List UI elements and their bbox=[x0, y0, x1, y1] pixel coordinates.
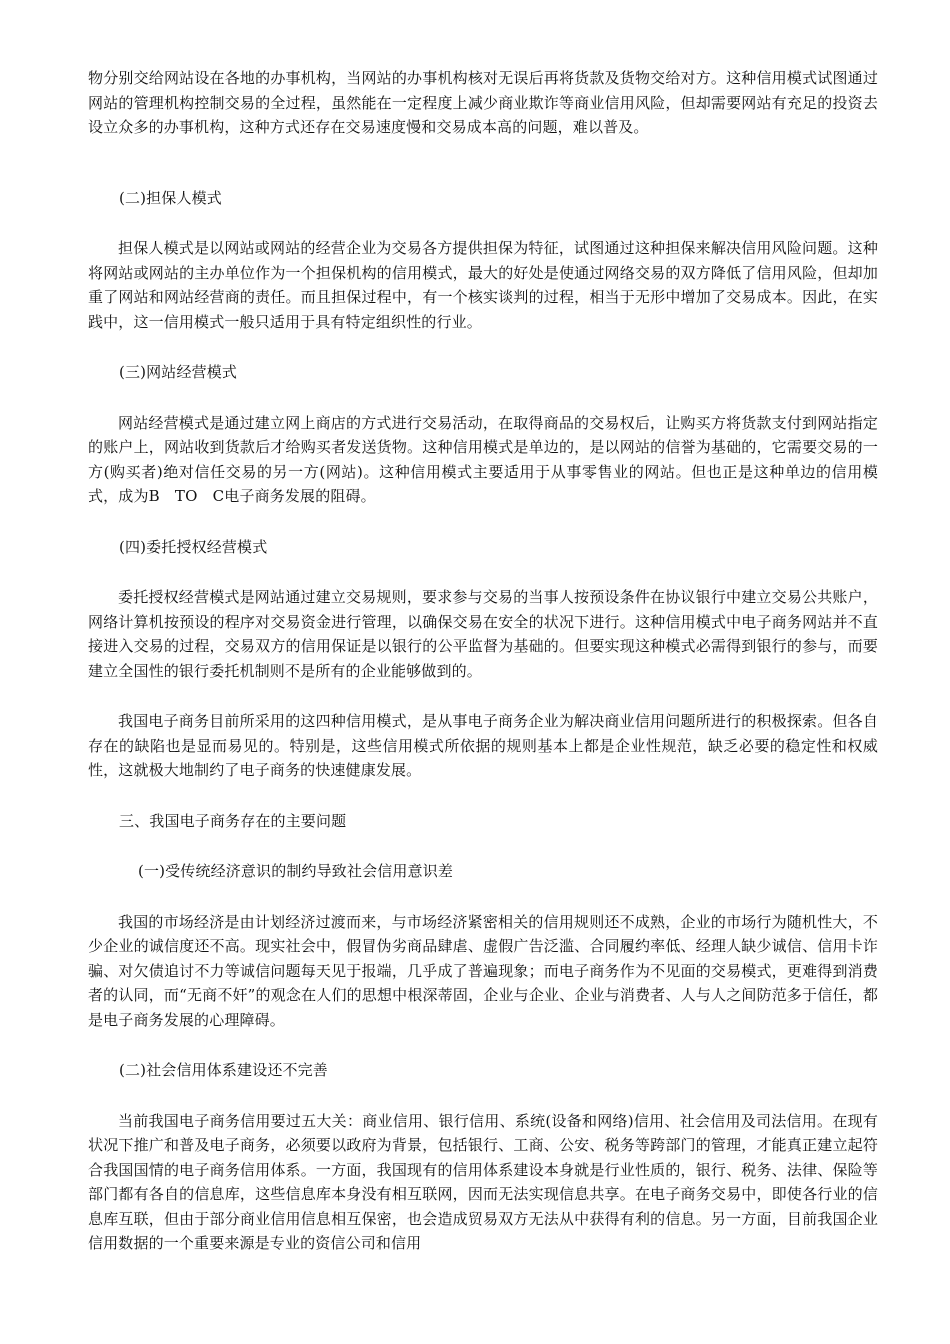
document-page bbox=[88, 66, 878, 1256]
section-heading: (二)社会信用体系建设还不完善 bbox=[119, 1061, 328, 1079]
chapter-heading: 三、我国电子商务存在的主要问题 bbox=[119, 811, 347, 830]
body-paragraph: 我国的市场经济是由计划经济过渡而来，与市场经济紧密相关的信用规则还不成熟，企业的市场行为随机性大，不少企业的诚信度还不高。现实社会中，假冒伪劣商品肆虐、虚假广告泛滥、合同履约率低、经理人缺少诚信、信用卡诈骗、对欠债追讨不力等诚信问题每天见于报端，几乎成了普遍现象；而电子商务作为不见面的交易模式，更难得到消费者的认同，而“无商不奸”的观念在人们的思想中根深蒂固，企业与企业、企业与消费者、人与人之间防范多于信任，都是电子商务发展的心理障碍。 bbox=[88, 912, 878, 1029]
body-paragraph: 我国电子商务目前所采用的这四种信用模式，是从事电子商务企业为解决商业信用问题所进行的积极探索。但各自存在的缺陷也是显而易见的。特别是，这些信用模式所依据的规则基本上都是企业性规范，缺乏必要的稳定性和权威性，这就极大地制约了电子商务的快速健康发展。 bbox=[88, 712, 878, 779]
section-heading: (一)受传统经济意识的制约导致社会信用意识差 bbox=[138, 862, 454, 880]
section-heading: (三)网站经营模式 bbox=[119, 363, 238, 381]
body-paragraph: 网站经营模式是通过建立网上商店的方式进行交易活动，在取得商品的交易权后，让购买方将货款支付到网站指定的账户上，网站收到货款后才给购买者发送货物。这种信用模式是单边的，是以网站的信誉为基础的，它需要交易的一方(购买者)绝对信任交易的另一方(网站)。这种信用模式主要适用于从事零售业的网站。但也正是这种单边的信用模式，成为B TO C电子商务发展的阻碍。 bbox=[88, 413, 878, 505]
body-paragraph: 担保人模式是以网站或网站的经营企业为交易各方提供担保为特征，试图通过这种担保来解决信用风险问题。这种将网站或网站的主办单位作为一个担保机构的信用模式，最大的好处是使通过网络交易的双方降低了信用风险，但却加重了网站和网站经营商的责任。而且担保过程中，有一个核实谈判的过程，相当于无形中增加了交易成本。因此，在实践中，这一信用模式一般只适用于具有特定组织性的行业。 bbox=[88, 239, 878, 331]
body-paragraph: 当前我国电子商务信用要过五大关：商业信用、银行信用、系统(设备和网络)信用、社会信用及司法信用。在现有状况下推广和普及电子商务，必须要以政府为背景，包括银行、工商、公安、税务等跨部门的管理，才能真正建立起符合我国国情的电子商务信用体系。一方面，我国现有的信用体系建设本身就是行业性质的，银行、税务、法律、保险等部门都有各自的信息库，这些信息库本身没有相互联网，因而无法实现信息共享。在电子商务交易中，即使各行业的信息库互联，但由于部分商业信用信息相互保密，也会造成贸易双方无法从中获得有利的信息。另一方面，目前我国企业信用数据的一个重要来源是专业的资信公司和信用 bbox=[88, 1111, 878, 1252]
section-heading: (四)委托授权经营模式 bbox=[119, 537, 268, 556]
section-heading: (二)担保人模式 bbox=[119, 188, 222, 207]
body-paragraph: 物分别交给网站设在各地的办事机构，当网站的办事机构核对无误后再将货款及货物交给对方。这种信用模式试图通过网站的管理机构控制交易的全过程，虽然能在一定程度上减少商业欺诈等商业信用风险，但却需要网站有充足的投资去设立众多的办事机构，这种方式还存在交易速度慢和交易成本高的问题，难以普及。 bbox=[88, 69, 878, 136]
body-paragraph: 委托授权经营模式是网站通过建立交易规则，要求参与交易的当事人按预设条件在协议银行中建立交易公共账户，网络计算机按预设的程序对交易资金进行管理，以确保交易在安全的状况下进行。这种信用模式中电子商务网站并不直接进入交易的过程，交易双方的信用保证是以银行的公平监督为基础的。但要实现这种模式必需得到银行的参与，而要建立全国性的银行委托机制则不是所有的企业能够做到的。 bbox=[88, 588, 878, 680]
